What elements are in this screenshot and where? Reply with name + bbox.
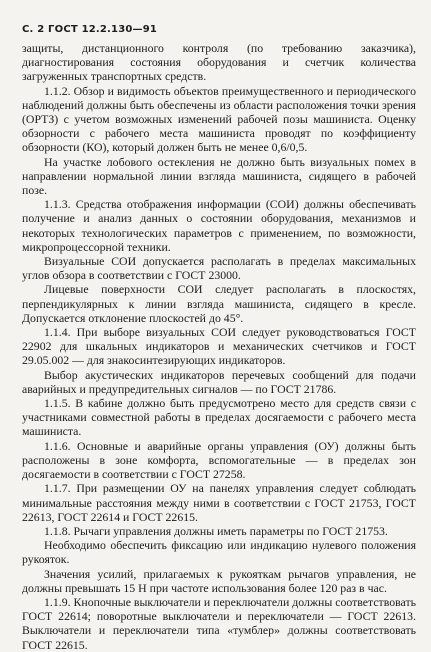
paragraph: 1.1.2. Обзор и видимость объектов преимущественного и периодического наблюдений должны быть обеспечены из области расположения точки зрения (ОРТЗ) с учетом возможных изменений рабочей позы машиниста. Оценку обзорности с рабочего места машиниста проводят по коэффициенту обзорности (КО), который должен быть не менее 0,6/0,5.	[22, 83, 416, 155]
paragraph: Выбор акустических индикаторов перечевых сообщений для подачи аварийных и предупредительных сигналов — по ГОСТ 21786.	[22, 367, 416, 396]
page-header: С. 2 ГОСТ 12.2.130—91	[22, 24, 158, 35]
paragraph: 1.1.7. При размещении ОУ на панелях управления следует соблюдать минимальные расстояния между ними в соответствии с ГОСТ 21753, ГОСТ 22613, ГОСТ 22614 и ГОСТ 22615.	[22, 481, 416, 524]
paragraph: Визуальные СОИ допускается располагать в пределах максимальных углов обзора в соответствии с ГОСТ 23000.	[22, 254, 416, 283]
paragraph: 1.1.8. Рычаги управления должны иметь параметры по ГОСТ 21753.	[44, 523, 388, 538]
paragraph: 1.1.9. Кнопочные выключатели и переключатели должны соответствовать ГОСТ 22614; поворотные выключатели и переключатели — ГОСТ 22613. Выключатели и переключатели типа «тумблер» должны соответствовать ГОСТ 22615.	[22, 594, 416, 652]
paragraph: Значения усилий, прилагаемых к рукояткам рычагов управления, не должны превышать 15 Н при частоте использования более 120 раз в час.	[22, 566, 416, 595]
paragraph: 1.1.4. При выборе визуальных СОИ следует руководствоваться ГОСТ 22902 для шкальных индикаторов и механических счетчиков и ГОСТ 29.05.002 — для знакосинтезирующих индикаторов.	[22, 325, 416, 368]
paragraph: Лицевые поверхности СОИ следует располагать в плоскостях, перпендикулярных к линии взгляда машиниста, сидящего в кресле. Допускается отклонение плоскостей до 45°.	[22, 282, 416, 325]
paragraph: защиты, дистанционного контроля (по требованию заказчика), диагностирования состояния оборудования и счетчик количества загруженных транспортных средств.	[22, 41, 416, 84]
paragraph: Необходимо обеспечить фиксацию или индикацию нулевого положения рукояток.	[22, 538, 416, 567]
paragraph: 1.1.6. Основные и аварийные органы управления (ОУ) должны быть расположены в зоне комфорта, вспомогательные — в пределах зон досягаемости в соответствии с ГОСТ 27258.	[22, 438, 416, 482]
paragraph: 1.1.3. Средства отображения информации (СОИ) должны обеспечивать получение и анализ данных о состоянии оборудования, механизмов и некоторых технологических параметров с применением, по возможности, микропроцессорной техники.	[22, 197, 416, 254]
paragraph: 1.1.5. В кабине должно быть предусмотрено место для средств связи с участниками совместной работы в пределах досягаемости с рабочего места машиниста.	[22, 396, 416, 439]
document-body	[22, 41, 416, 652]
paragraph: На участке лобового остекления не должно быть визуальных помех в направлении нормальной линии взгляда машиниста, сидящего в рабочей позе.	[22, 154, 416, 198]
